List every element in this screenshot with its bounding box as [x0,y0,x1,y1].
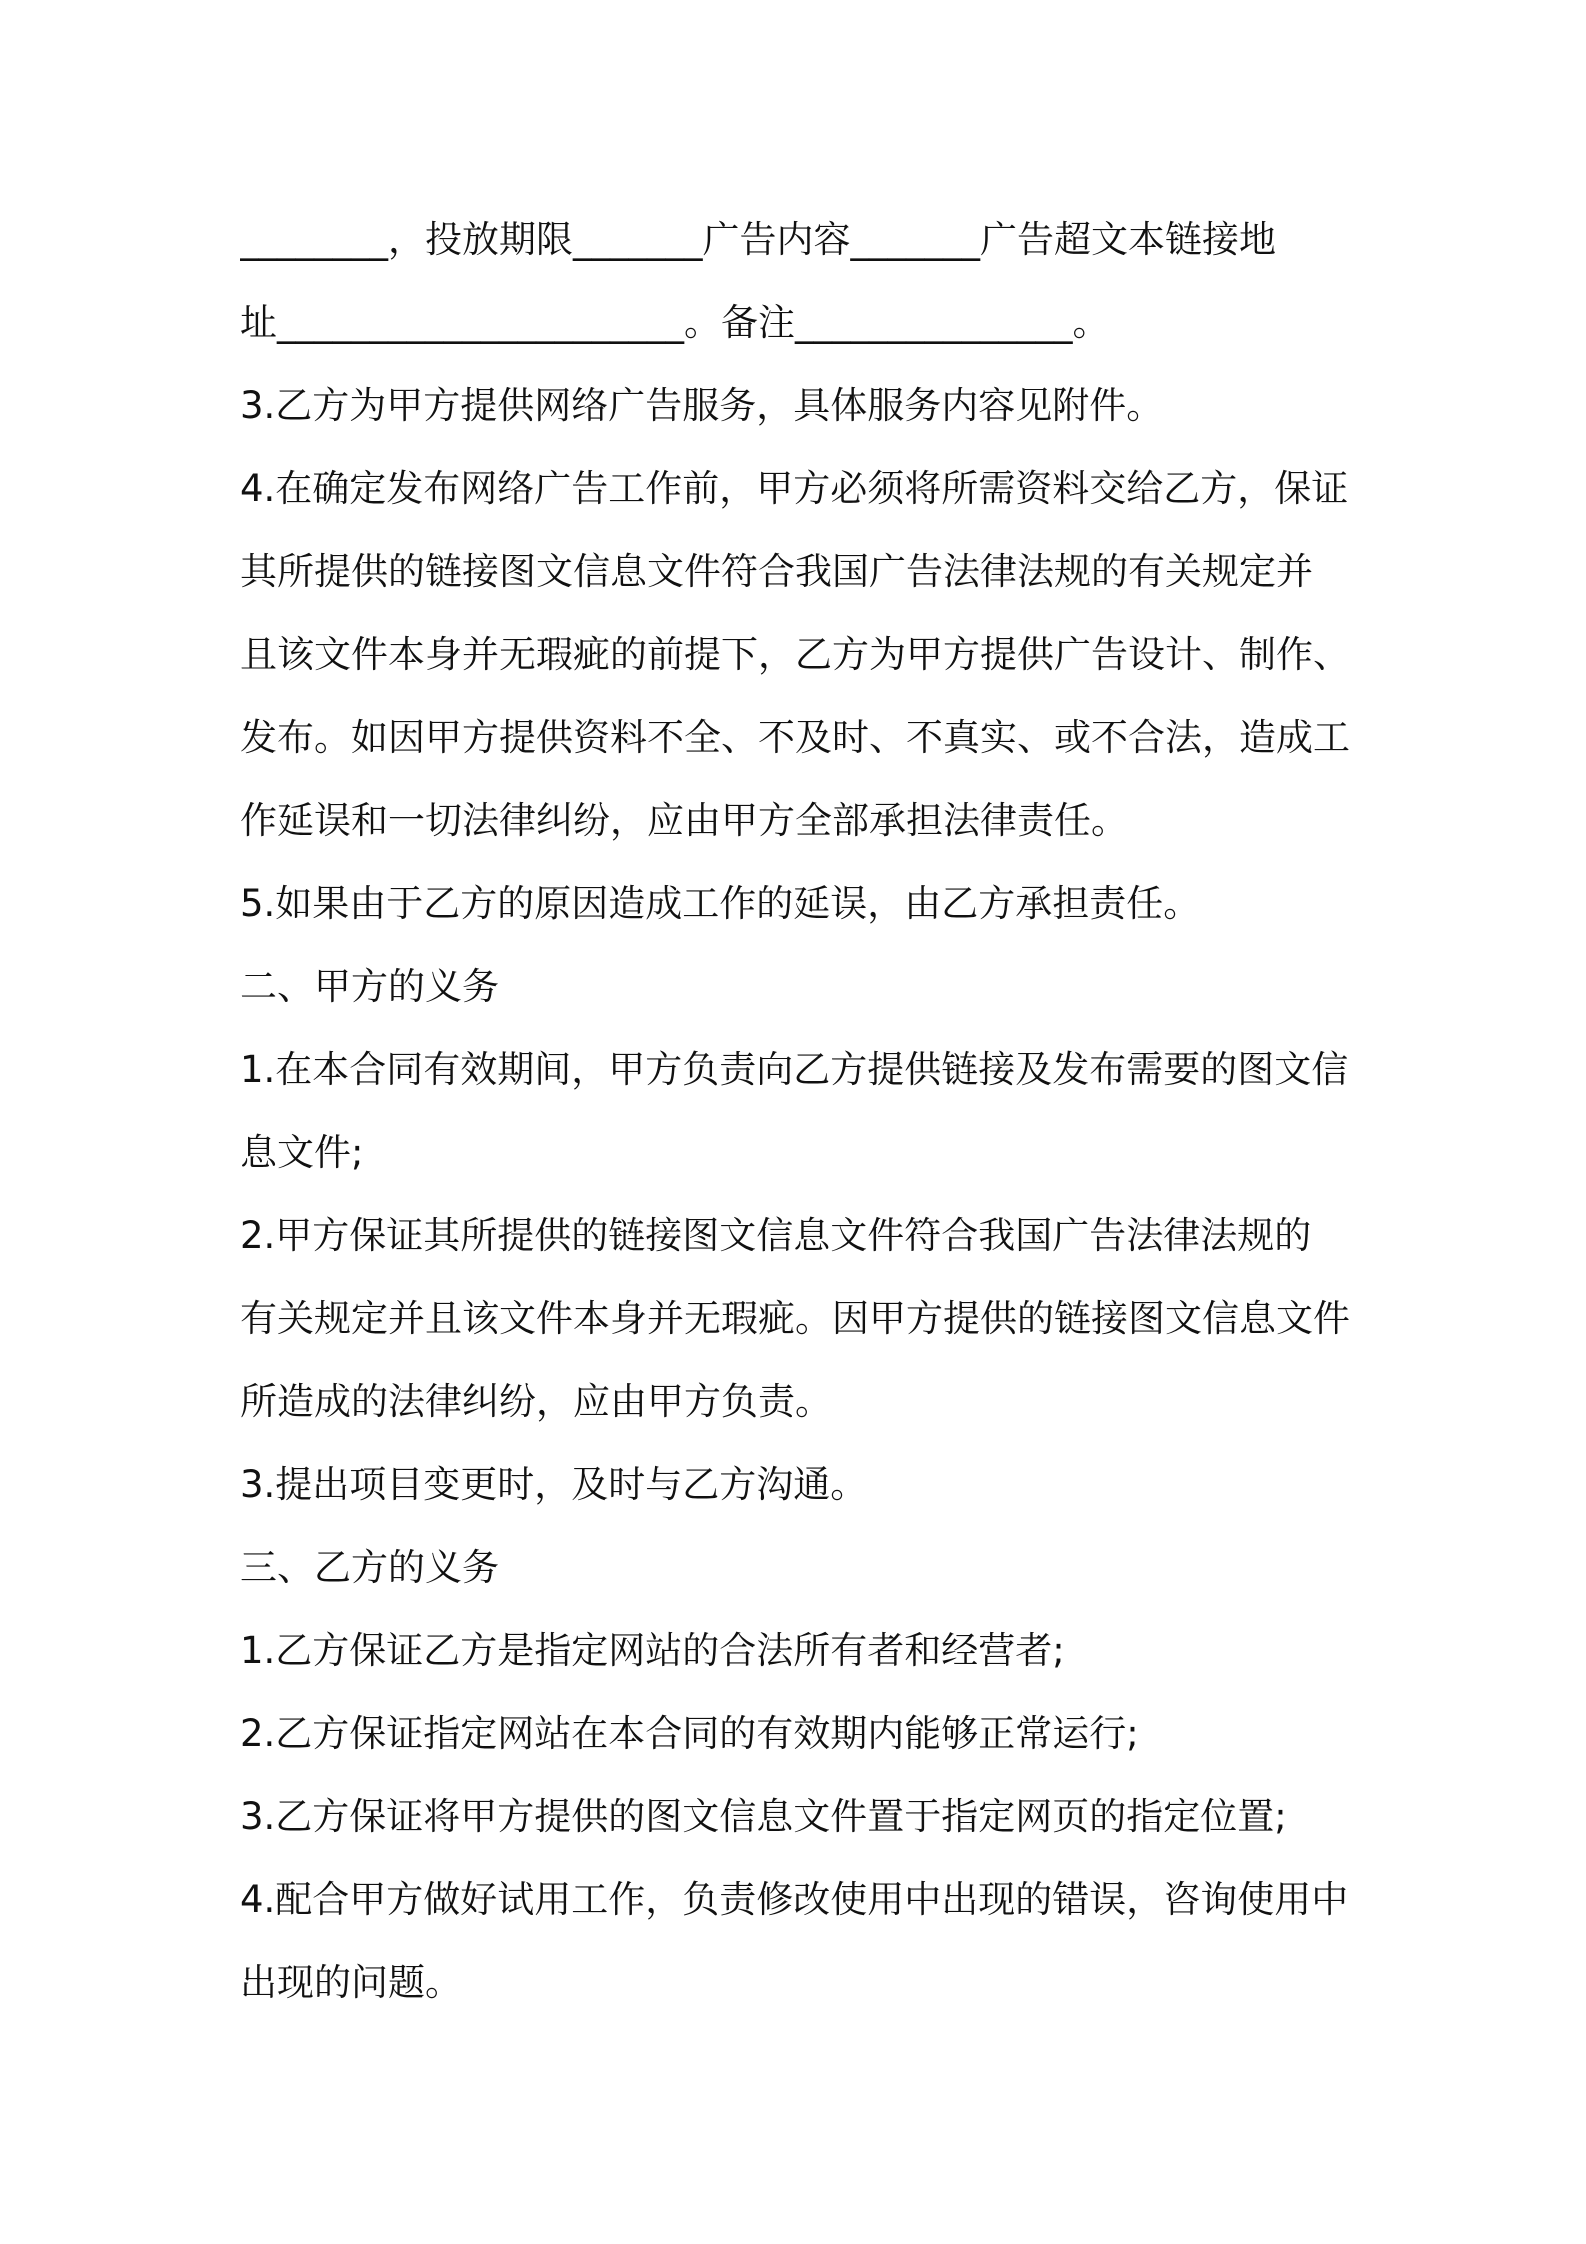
clause-1-3: 3.乙方为甲方提供网络广告服务，具体服务内容见附件。 [240,384,1164,427]
clause-3-2: 2.乙方保证指定网站在本合同的有效期内能够正常运行; [240,1712,1139,1755]
clause-2-2-line-2: 有关规定并且该文件本身并无瑕疵。因甲方提供的链接图文信息文件 [240,1297,1350,1340]
clause-3-4-line-1: 4.配合甲方做好试用工作，负责修改使用中出现的错误，咨询使用中 [240,1878,1349,1921]
clause-3-4-line-2: 出现的问题。 [240,1961,462,2004]
clause-1-4-line-3: 且该文件本身并无瑕疵的前提下，乙方为甲方提供广告设计、制作、 [240,633,1350,676]
text-line-ad-link-remarks: 址______________________。备注_______________。 [240,301,1110,344]
clause-2-2-line-3: 所造成的法律纠纷，应由甲方负责。 [240,1380,832,1423]
section-heading-party-b: 三、乙方的义务 [240,1546,499,1589]
clause-3-3: 3.乙方保证将甲方提供的图文信息文件置于指定网页的指定位置; [240,1795,1287,1838]
clause-2-3: 3.提出项目变更时，及时与乙方沟通。 [240,1463,868,1506]
clause-3-1: 1.乙方保证乙方是指定网站的合法所有者和经营者; [240,1629,1065,1672]
clause-1-4-line-5: 作延误和一切法律纠纷，应由甲方全部承担法律责任。 [240,799,1128,842]
clause-2-1-line-1: 1.在本合同有效期间，甲方负责向乙方提供链接及发布需要的图文信 [240,1048,1349,1091]
clause-1-5: 5.如果由于乙方的原因造成工作的延误，由乙方承担责任。 [240,882,1201,925]
clause-2-1-line-2: 息文件; [240,1131,364,1174]
document-body [240,198,1380,2024]
clause-1-4-line-2: 其所提供的链接图文信息文件符合我国广告法律法规的有关规定并 [240,550,1313,593]
clause-1-4-line-4: 发布。如因甲方提供资料不全、不及时、不真实、或不合法，造成工 [240,716,1350,759]
text-line-ad-fields: ________，投放期限_______广告内容_______广告超文本链接地 [240,218,1276,261]
section-heading-party-a: 二、甲方的义务 [240,965,499,1008]
clause-1-4-line-1: 4.在确定发布网络广告工作前，甲方必须将所需资料交给乙方，保证 [240,467,1349,510]
clause-2-2-line-1: 2.甲方保证其所提供的链接图文信息文件符合我国广告法律法规的 [240,1214,1312,1257]
